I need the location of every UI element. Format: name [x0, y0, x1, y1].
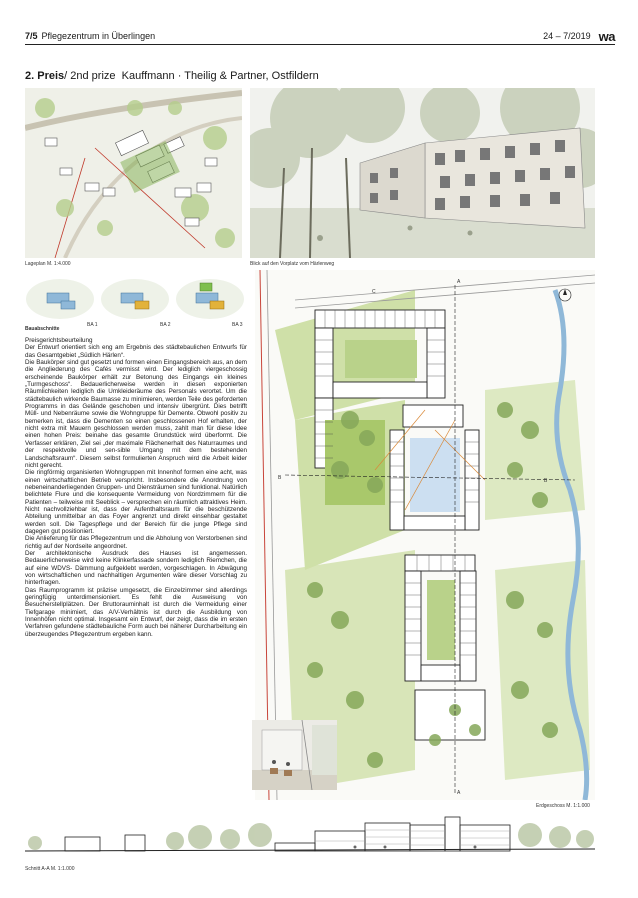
- construction-phases: [25, 273, 247, 325]
- interior-image: [252, 720, 337, 790]
- interior-drawing: [252, 720, 337, 790]
- phase-label-2: BA 2: [160, 322, 171, 328]
- jury-paragraph-6: Das Raumprogramm ist präzise umgesetzt, die Einzelzimmer sind allerdings geringfügig unterdimensioniert. Es fehlt die Ausweisung von Besucherstellplätzen. Der Bruttorauminhalt ist durch die Vermeidung einer Tiefgarage minimiert, das A/V-Verhältnis ist durch die Ausbildung von Innenhöfen nicht optimal. Insgesamt ein Entwurf, der zeigt, dass die im ersten Verfahren gefundene städtebauliche Form auch bei näherer Durcharbeitung ein überzeugendes Pflegezentrum ergeben kann.: [25, 586, 247, 638]
- jury-heading: Preisgerichtsbeurteilung: [25, 337, 93, 344]
- section-svg: [25, 813, 595, 863]
- jury-paragraph-1: Der Entwurf orientiert sich eng am Ergebnis des städtebaulichen Entwurfs für das Gesamtgebiet „Südlich Härlen“.: [25, 344, 247, 359]
- magazine-logo: wa: [598, 28, 615, 44]
- jury-paragraph-3: Die ringförmig organisierten Wohngruppen mit Innenhof formen eine acht, was einen wirtschaftlichen Betrieb verspricht. Insbesondere die Anordnung von nebeneinanderliegenden Gruppen- und Diensträumen sind funktional. Natürlich belichtete Flure und die konsequente Vermeidung von Nordzimmern für die Patienten – teilweise mit Seeblick – versprechen ein räumlich attraktives Heim. Nicht nachvollziehbar ist, dass der Aufenthaltsraum für die beschützende Abteilung unmittelbar an das Foyer angrenzt und direkt einsehbar gestaltet werden soll. Die Tagespflege und der Bereich für die junge Pflege sind dagegen gut positioniert.: [25, 469, 247, 535]
- plan-axis-b-right: B: [544, 478, 548, 484]
- prize-label: 2. Preis: [25, 70, 65, 82]
- section-caption: Schnitt A-A M. 1:1.000: [25, 866, 75, 872]
- plan-axis-a-bottom: A: [457, 790, 461, 796]
- article-title: [25, 70, 319, 82]
- jury-paragraph-2: Die Baukörper sind gut gesetzt und formen einen Eingangsbereich aus, an dem die Angliederung des Cafés vermisst wird. Der lediglich viergeschossig erscheinende Baukörper erhält zur Betonung des Eingangs ein kleines „Turmgeschoss“. Bedauerlicherweise werden in diesen exponierten Räumlichkeiten lediglich die Umkleideräume des Personals verortet. Um die städtebaulich wirkende Baumasse zu minimieren, werden Teile des geforderten Programms in das Gelände geschoben und intensiv übergrünt. Dies betrifft Müll- und Nebenräume sowie die Wohngruppe für Demente. Obwohl positiv zu bemerken ist, dass die Dementen so einen geschlossenen Hof erhalten, der nicht extra mit Mauern geschlossen werden muss, zahlt man für diese Idee einen hohen Preis: beinahe das gesamte Grundstück wird überformt. Die Verfasser erklären, Ziel sei „der maximale Flächenerhalt des Naturraumes und der respektvolle und sen-sible Umgang mit dem bestehenden Landschaftsraum“. Diesem selbst formulierten Anspruch wird die Arbeit leider nicht gerecht.: [25, 359, 247, 469]
- authors: Kauffmann · Theilig & Partner, Ostfildern: [121, 70, 319, 82]
- phase-3-diagram: [176, 279, 244, 319]
- perspective-caption: Blick auf den Vorplatz vom Härlenweg: [250, 261, 335, 267]
- site-plan-image: [25, 88, 242, 258]
- site-plan-caption: Lageplan M. 1:4.000: [25, 261, 71, 267]
- jury-paragraph-5: Der architektonische Ausdruck des Hauses ist angemessen. Bedauerlicherweise wird keine Klinkerfassade sondern lediglich Riemchen, die auf eine WDVS- Dämmung aufgeklebt werden, vorgeschlagen. In Abwägung von wirtschaftlichen und nachhaltigen Argumenten wäre dieser Vorschlag zu hinterfragen.: [25, 549, 247, 587]
- phases-drawing: [25, 273, 247, 325]
- ground-floor-caption: Erdgeschoss M. 1:1.000: [536, 803, 590, 809]
- issue-number: 24 – 7/2019: [543, 31, 591, 41]
- page-header: [25, 28, 615, 45]
- section-drawing: [25, 813, 595, 863]
- plan-axis-c: C: [372, 289, 376, 295]
- plan-axis-b-left: B: [278, 475, 282, 481]
- page-number: 7/5: [25, 31, 38, 41]
- phase-1-diagram: [26, 279, 94, 319]
- plan-axis-a-top: A: [457, 279, 461, 285]
- phase-2-diagram: [101, 279, 169, 319]
- phases-caption: Bauabschnitte: [25, 326, 60, 332]
- perspective-drawing: [250, 88, 595, 258]
- phase-label-3: BA 3: [232, 322, 243, 328]
- jury-assessment: [25, 337, 247, 638]
- site-plan-drawing: [25, 88, 242, 258]
- perspective-image: [250, 88, 595, 258]
- prize-english: / 2nd prize: [64, 70, 116, 82]
- phase-label-1: BA 1: [87, 322, 98, 328]
- jury-paragraph-4: Die Anlieferung für das Pflegezentrum und die Abholung von Verstorbenen sind richtig auf der Nordseite angeordnet.: [25, 535, 247, 550]
- section-title: Pflegezentrum in Überlingen: [41, 31, 156, 41]
